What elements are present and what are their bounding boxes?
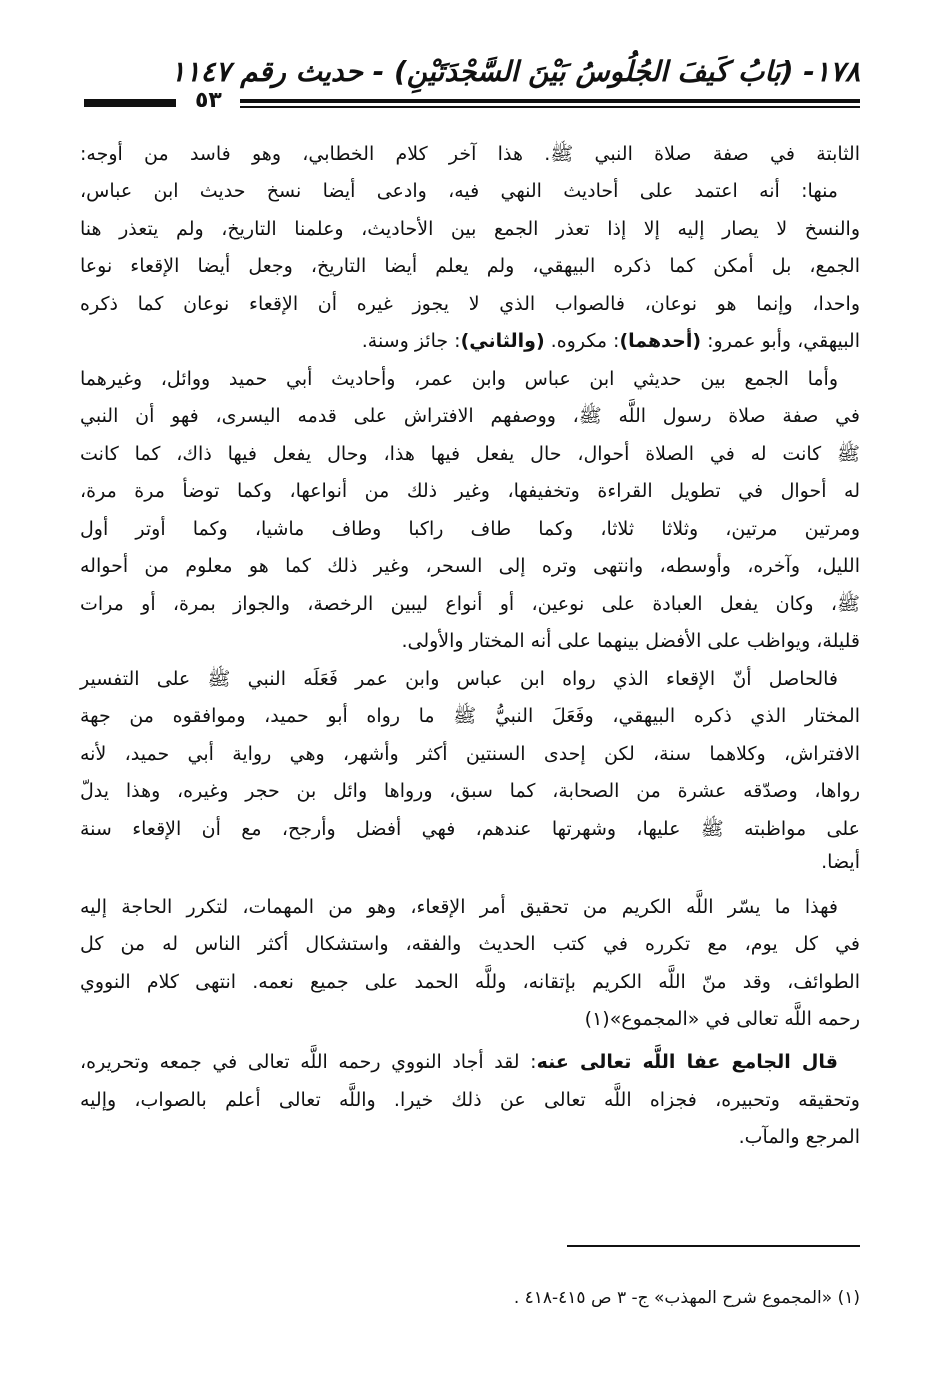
text-segment: : لقد أجاد النووي رحمه اللَّه تعالى في جمعه وتحريره، — [80, 1051, 537, 1073]
text-line — [80, 930, 860, 958]
text-segment: في صفة صلاة رسول اللَّه ﷺ، ووصفهم الافتراش على قدمه اليسرى، فهو أن النبي — [80, 405, 860, 427]
text-segment: له أحوال في تطويل القراءة وتخفيفها، وغير ذلك من أنواعها، وكما توضأ مرة مرة، — [80, 480, 860, 502]
text-segment: الثابتة في صفة صلاة النبي ﷺ. هذا آخر كلام الخطابي، وهو فاسد من أوجه: — [80, 143, 860, 165]
text-line — [80, 365, 860, 393]
text-segment: الجمع، بل أمكن كما ذكره البيهقي، ولم يعلم أيضا التاريخ، وجعل أيضا الإقعاء نوعا — [80, 255, 860, 277]
text-segment: واحدا، وإنما هو نوعان، فالصواب الذي لا يجوز غيره أن الإقعاء نوعان كما ذكره — [80, 293, 860, 315]
text-line — [80, 893, 860, 921]
text-segment: الطوائف، وقد منّ اللَّه الكريم بإتقانه، وللَّه الحمد على جميع نعمه. انتهى كلام النووي — [80, 971, 860, 993]
text-segment: الافتراش، وكلاهما سنة، لكن إحدى السنتين أكثر وأشهر، وهي رواية أبي حميد، لأنه — [80, 743, 860, 765]
text-segment: على مواظبته ﷺ عليها، وشهرتها عندهم، فهي أفضل وأرجح، مع أن الإقعاء سنة — [80, 818, 860, 840]
text-segment: ومرتين مرتين، وثلاثا ثلاثا، وكما طاف راكبا وطاف ماشيا، وكما أوتر أول — [80, 518, 860, 540]
text-line — [80, 290, 860, 318]
text-line — [80, 1048, 860, 1076]
text-line — [80, 627, 860, 655]
text-segment: قليلة، ويواظب على الأفضل بينهما على أنه المختار والأولى. — [401, 630, 860, 652]
text-segment: : مكروه. — [544, 330, 620, 352]
text-segment: المختار الذي ذكره البيهقي، وفَعَلَ النبيُّ ﷺ ما رواه أبو حميد، وموافقوه من جهة — [80, 705, 860, 727]
text-line — [80, 1005, 860, 1033]
text-segment: ﷺ كانت له في الصلاة أحوال، حال يفعل فيها هذا، وحال يفعل فيها ذاك، كما كانت — [80, 443, 860, 465]
text-line — [80, 848, 860, 876]
text-line — [80, 777, 860, 805]
header-rule-left — [84, 99, 176, 105]
text-segment: رحمه اللَّه تعالى في «المجموع»(١) — [584, 1008, 860, 1030]
text-line — [80, 702, 860, 730]
bold-text-segment: (والثاني) — [460, 330, 545, 352]
running-header-title: ١٧٨- (بَابُ كَيفَ الجُلُوسُ بَيْنَ السَّجْدَتَيْنِ) - حديث رقم ١١٤٧ — [170, 55, 860, 88]
text-line — [80, 402, 860, 430]
text-segment: فالحاصل أنّ الإقعاء الذي رواه ابن عباس وابن عمر فَعَلَه النبي ﷺ على التفسير — [80, 668, 838, 690]
text-line — [80, 740, 860, 768]
text-line — [80, 552, 860, 580]
text-line — [80, 177, 860, 205]
text-segment: منها: أنه اعتمد على أحاديث النهي فيه، وادعى أيضا نسخ حديث ابن عباس، — [80, 180, 838, 202]
text-segment: فهذا ما يسّر اللَّه الكريم من تحقيق أمر الإقعاء، وهو من المهمات، لتكرر الحاجة إليه — [80, 896, 838, 918]
text-segment: ﷺ، وكان يفعل العبادة على نوعين، أو أنواع ليبين الرخصة، والجواز بمرة، أو مرات — [80, 593, 860, 615]
text-segment: المرجع والمآب. — [738, 1126, 860, 1148]
bold-text-segment: (أحدهما) — [619, 330, 702, 352]
text-segment: رواها، وصدّقه عشرة من الصحابة، كما سبق، ورواها وائل بن حجر وغيره، وهذا يدلّ — [80, 780, 860, 802]
text-line — [80, 215, 860, 243]
text-segment: والنسخ لا يصار إليه إلا إذا تعذر الجمع بين الأحاديث، وعلمنا التاريخ، ولم يتعذر هنا — [80, 218, 860, 240]
bold-text-segment: قال الجامع عفا اللَّه تعالى عنه — [536, 1051, 838, 1073]
header-rule-right — [240, 99, 860, 103]
footnote-separator — [567, 1245, 860, 1247]
text-line — [80, 140, 860, 168]
text-line — [80, 590, 860, 618]
text-line — [80, 815, 860, 843]
text-segment: وأما الجمع بين حديثي ابن عباس وابن عمر، وأحاديث أبي حميد ووائل، وغيرهما — [80, 368, 838, 390]
text-segment: في كل يوم، مع تكرره في كتب الحديث والفقه، واستشكال أكثر الناس له من كل — [80, 933, 860, 955]
text-line — [80, 477, 860, 505]
text-segment: البيهقي، وأبو عمرو: — [701, 330, 860, 352]
text-segment: وتحقيقه وتحبيره، فجزاه اللَّه تعالى عن ذلك خيرا. واللَّه تعالى أعلم بالصواب، وإليه — [80, 1089, 860, 1111]
text-line — [80, 1086, 860, 1114]
text-segment: : جائز وسنة. — [361, 330, 461, 352]
text-line — [80, 515, 860, 543]
text-segment: الليل، وآخره، وأوسطه، وانتهى وتره إلى السحر، وغير ذلك كما هو معلوم من أحواله — [80, 555, 860, 577]
text-line — [80, 1123, 860, 1151]
text-line — [80, 327, 860, 355]
text-line — [80, 665, 860, 693]
page-number: ٥٣ — [195, 88, 222, 113]
text-segment: أيضا. — [821, 851, 860, 873]
text-line — [80, 440, 860, 468]
footnote: (١) «المجموع شرح المهذب» ج- ٣ ص ٤١٥-٤١٨ . — [513, 1288, 860, 1308]
text-line — [80, 968, 860, 996]
text-line — [80, 252, 860, 280]
